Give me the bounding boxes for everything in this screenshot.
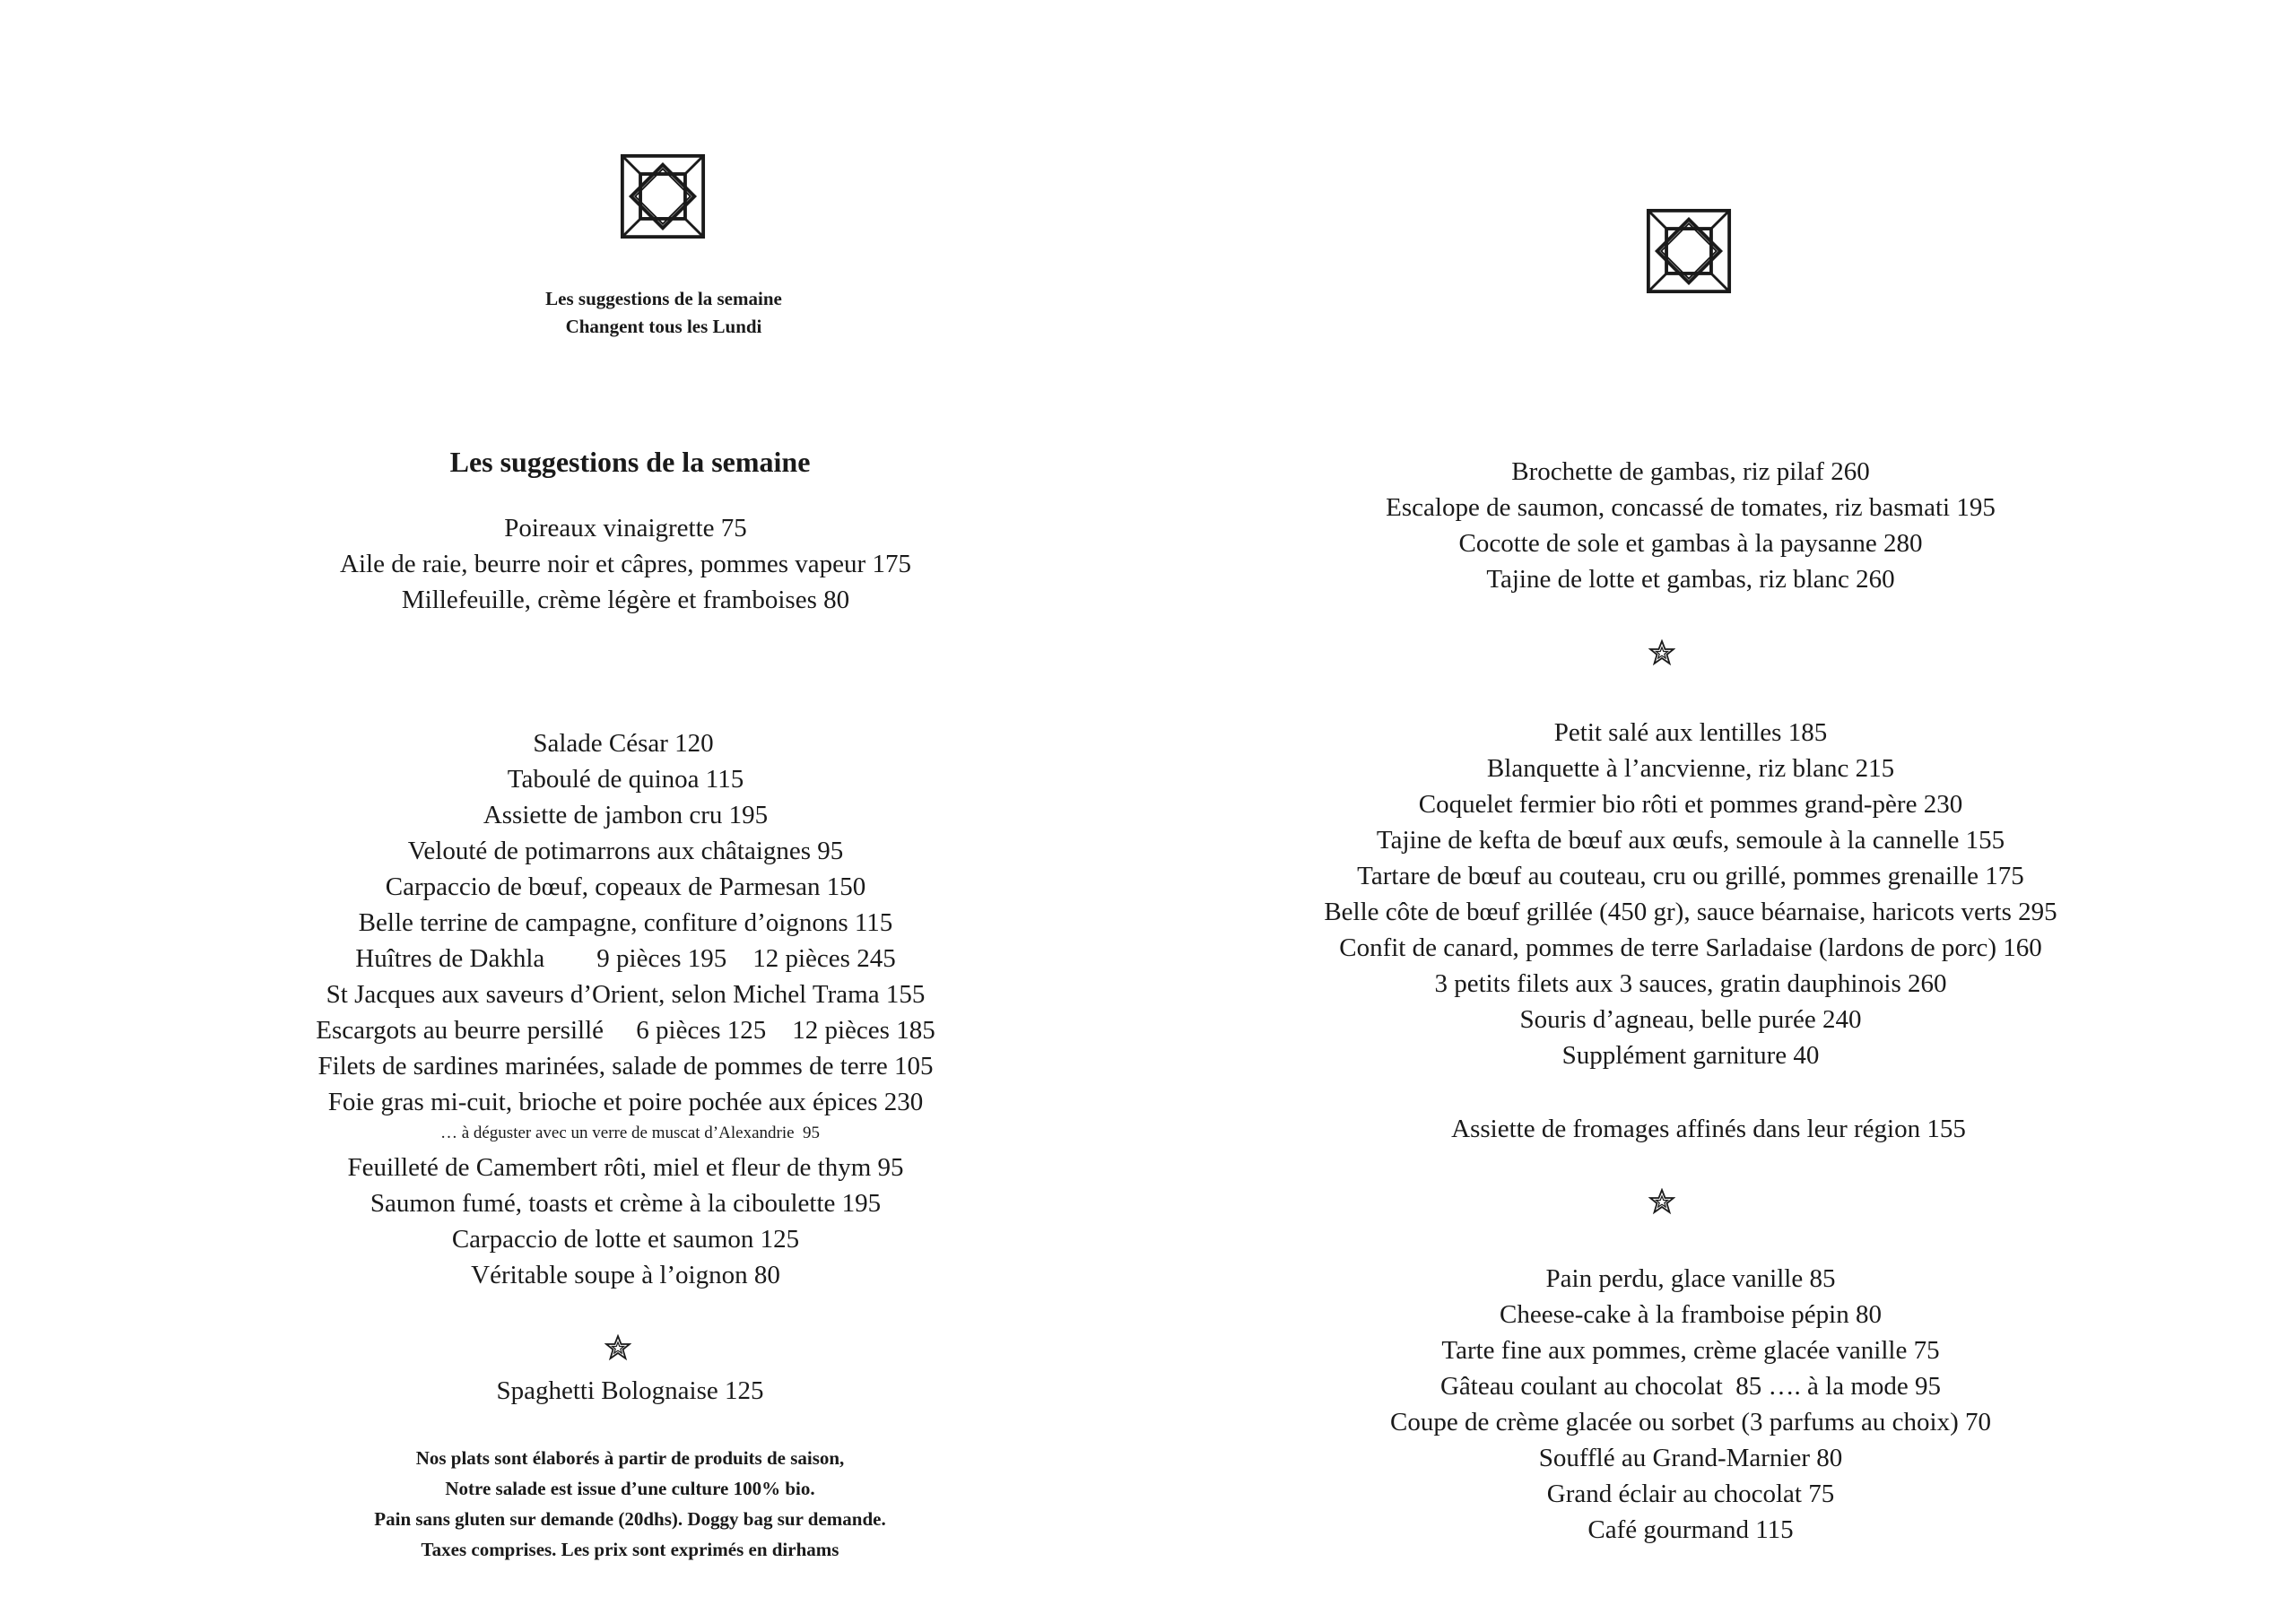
section-heading-suggestions: Les suggestions de la semaine [449,446,811,478]
menu-item: Cheese-cake à la framboise pépin 80 [1500,1300,1882,1329]
menu-item: Escalope de saumon, concassé de tomates, riz basmati 195 [1386,493,1996,522]
menu-item: Belle côte de bœuf grillée (450 gr), sauce béarnaise, haricots verts 295 [1324,898,2057,926]
menu-item: Assiette de jambon cru 195 [483,801,769,829]
menu-item: Véritable soupe à l’oignon 80 [471,1261,780,1289]
menu-item: Filets de sardines marinées, salade de pommes de terre 105 [317,1052,934,1081]
menu-item: Confit de canard, pommes de terre Sarladaise (lardons de porc) 160 [1339,933,2042,962]
footer-note: Notre salade est issue d’une culture 100% bio. [445,1478,815,1499]
menu-item: Tajine de lotte et gambas, riz blanc 260 [1486,565,1895,594]
menu-item: Velouté de potimarrons aux châtaignes 95 [407,837,844,865]
star-icon [1648,1188,1675,1215]
menu-item: Soufflé au Grand-Marnier 80 [1538,1444,1843,1472]
menu-item: Coupe de crème glacée ou sorbet (3 parfums au choix) 70 [1390,1408,1991,1436]
menu-item: Brochette de gambas, riz pilaf 260 [1511,457,1870,486]
footer-note: Nos plats sont élaborés à partir de produits de saison, [415,1447,845,1469]
menu-item: Souris d’agneau, belle purée 240 [1519,1005,1862,1034]
menu-item: Poireaux vinaigrette 75 [504,514,747,542]
menu-item: 3 petits filets aux 3 sauces, gratin dauphinois 260 [1434,969,1947,998]
footer-note: Pain sans gluten sur demande (20dhs). Doggy bag sur demande. [374,1508,886,1530]
star-icon [604,1334,631,1361]
menu-item: Carpaccio de bœuf, copeaux de Parmesan 150 [385,872,866,901]
menu-item: Tartare de bœuf au couteau, cru ou grillé, pommes grenaille 175 [1357,862,2024,890]
menu-item: Salade César 120 [533,729,714,758]
menu-item: Café gourmand 115 [1587,1515,1794,1544]
menu-item: Petit salé aux lentilles 185 [1553,718,1828,747]
subtitle-weekly-suggestions: Les suggestions de la semaine [545,288,782,309]
menu-item: Tarte fine aux pommes, crème glacée vanille 75 [1441,1336,1940,1365]
menu-item: Taboulé de quinoa 115 [507,765,744,794]
menu-item: Coquelet fermier bio rôti et pommes grand-père 230 [1418,790,1963,819]
menu-item: Blanquette à l’ancvienne, riz blanc 215 [1486,754,1895,783]
menu-item: Pain perdu, glace vanille 85 [1545,1264,1836,1293]
menu-item: Feuilleté de Camembert rôti, miel et fleur de thym 95 [347,1153,904,1182]
menu-item: Gâteau coulant au chocolat 85 …. à la mode 95 [1439,1372,1942,1401]
menu-item: Saumon fumé, toasts et crème à la ciboulette 195 [370,1189,882,1218]
subtitle-changes-monday: Changent tous les Lundi [565,316,762,337]
wine-pairing-note: … à déguster avec un verre de muscat d’Alexandrie 95 [439,1124,821,1142]
menu-item: St Jacques aux saveurs d’Orient, selon Michel Trama 155 [326,980,926,1009]
octagram-tile-logo [620,153,706,239]
menu-item: Tajine de kefta de bœuf aux œufs, semoule à la cannelle 155 [1376,826,2005,855]
menu-item: Belle terrine de campagne, confiture d’oignons 115 [358,908,893,937]
menu-item: Aile de raie, beurre noir et câpres, pommes vapeur 175 [340,550,911,578]
menu-item: Supplément garniture 40 [1561,1041,1820,1070]
menu-item: Huîtres de Dakhla 9 pièces 195 12 pièces 245 [355,944,896,973]
star-icon [1648,639,1675,666]
footer-note: Taxes comprises. Les prix sont exprimés en dirhams [421,1539,839,1560]
menu-item: Grand éclair au chocolat 75 [1546,1480,1835,1508]
menu-item: Foie gras mi-cuit, brioche et poire pochée aux épices 230 [327,1088,924,1116]
menu-item: Millefeuille, crème légère et framboises 80 [401,586,850,614]
octagram-tile-logo [1646,208,1732,294]
right-page [1148,0,2296,1623]
menu-item: Cocotte de sole et gambas à la paysanne 280 [1458,529,1923,558]
menu-item-pasta: Spaghetti Bolognaise 125 [496,1376,764,1405]
menu-item: Escargots au beurre persillé 6 pièces 125 12 pièces 185 [316,1016,935,1045]
menu-item-cheese: Assiette de fromages affinés dans leur région 155 [1451,1115,1966,1143]
menu-item: Carpaccio de lotte et saumon 125 [451,1225,800,1254]
